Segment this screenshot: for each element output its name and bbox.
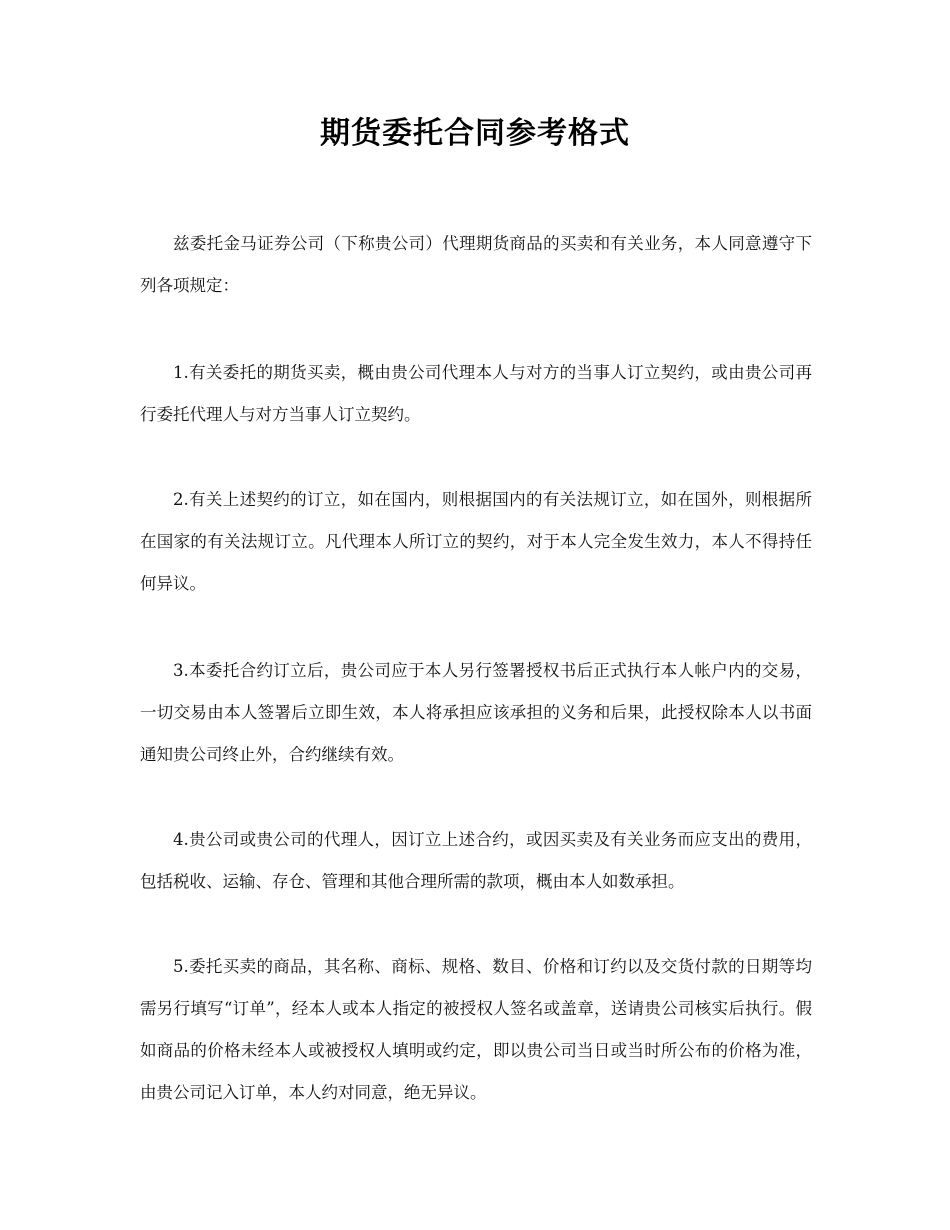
document-title: 期货委托合同参考格式 [320,116,630,151]
clause-4-paragraph: 4.贵公司或贵公司的代理人，因订立上述合约，或因买卖及有关业务而应支出的费用，包括税收、运输、存仓、管理和其他合理所需的款项，概由本人如数承担。 [140,830,812,891]
clause-3-paragraph: 3.本委托合约订立后，贵公司应于本人另行签署授权书后正式执行本人帐户内的交易，一切交易由本人签署后立即生效，本人将承担应该承担的义务和后果，此授权除本人以书面通知贵公司终止外，合约继续有效。 [140,661,812,764]
clause-1-paragraph: 1.有关委托的期货买卖，概由贵公司代理本人与对方的当事人订立契约，或由贵公司再行委托代理人与对方当事人订立契约。 [140,363,812,424]
preamble-paragraph: 兹委托金马证券公司（下称贵公司）代理期货商品的买卖和有关业务，本人同意遵守下列各项规定： [140,234,812,295]
clause-2-paragraph: 2.有关上述契约的订立，如在国内，则根据国内的有关法规订立，如在国外，则根据所在国家的有关法规订立。凡代理本人所订立的契约，对于本人完全发生效力，本人不得持任何异议。 [140,490,812,593]
clause-5-paragraph: 5.委托买卖的商品，其名称、商标、规格、数目、价格和订约以及交货付款的日期等均需另行填写“订单”，经本人或本人指定的被授权人签名或盖章，送请贵公司核实后执行。假如商品的价格未经本人或被授权人填明或约定，即以贵公司当日或当时所公布的价格为准，由贵公司记入订单，本人约对同意，绝无异议。 [140,957,812,1102]
